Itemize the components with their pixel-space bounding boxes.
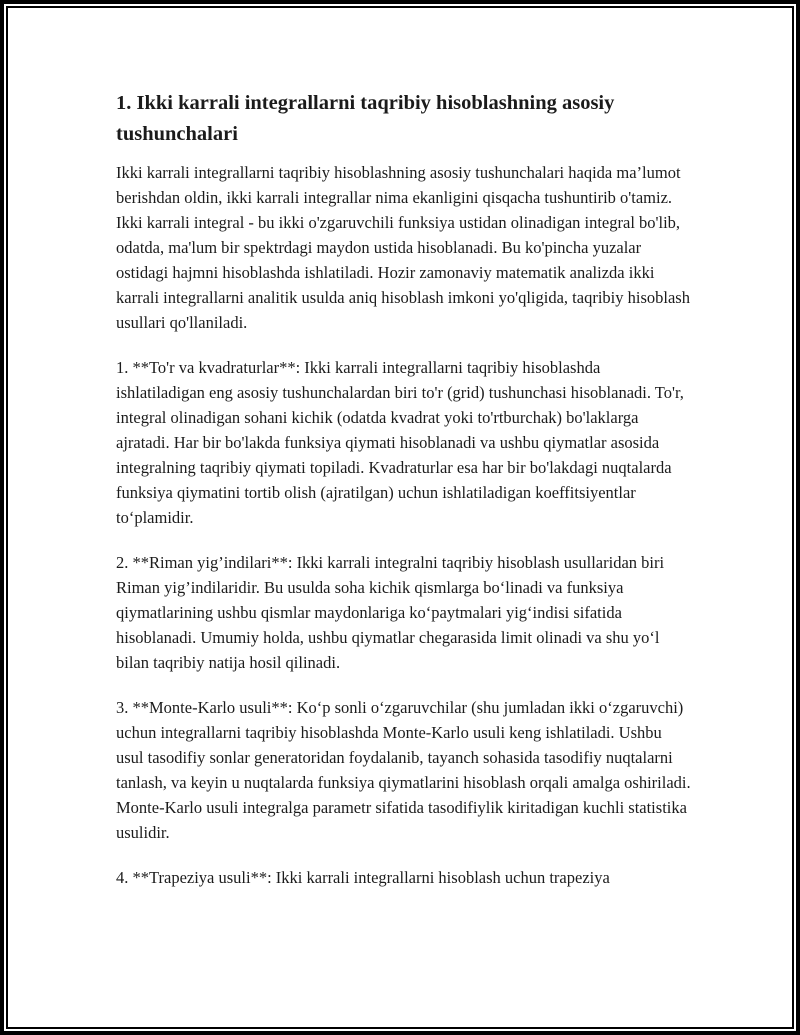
- list-item-trapezoid: 4. **Trapeziya usuli**: Ikki karrali integrallarni hisoblash uchun trapeziya: [116, 868, 610, 887]
- page-title: 1. Ikki karrali integrallarni taqribiy hisoblashning asosiy tushunchalari: [116, 92, 615, 145]
- intro-paragraph: Ikki karrali integrallarni taqribiy hisoblashning asosiy tushunchalari haqida ma’lumot berishdan oldin, ikki karrali integrallar nima ekanligini qisqacha tushuntirib o'tamiz. Ikki karrali integral - bu ikki o'zgaruvchili funksiya ustidan olinadigan integral bo'lib, odatda, ma'lum bir spektrdagi maydon ustida hisoblanadi. Bu ko'pincha yuzalar ostidagi hajmni hisoblashda ishlatiladi. Hozir zamonaviy matematik analizda ikki karrali integrallarni analitik usulda aniq hisoblash imkoni yo'qligida, taqribiy hisoblash usullari qo'llaniladi.: [116, 163, 690, 332]
- list-item-monte-carlo: 3. **Monte-Karlo usuli**: Ko‘p sonli o‘zgaruvchilar (shu jumladan ikki o‘zgaruvchi) uchun integrallarni taqribiy hisoblashda Monte-Karlo usuli keng ishlatiladi. Ushbu usul tasodifiy sonlar generatoridan foydalanib, tayanch sohasida tasodifiy nuqtalarni tanlash, va keyin u nuqtalarda funksiya qiymatlarini hisoblash orqali amalga oshiriladi. Monte-Karlo usuli integralga parametr sifatida tasodifiylik kiritadigan kuchli statistika usulidir.: [116, 698, 691, 842]
- list-item-riemann-sums: 2. **Riman yig’indilari**: Ikki karrali integralni taqribiy hisoblash usullaridan biri Riman yig’indilaridir. Bu usulda soha kichik qismlarga bo‘linadi va funksiya qiymatlarining ushbu qismlar maydonlariga ko‘paytmalari yig‘indisi sifatida hisoblanadi. Umumiy holda, ushbu qiymatlar chegarasida limit olinadi va shu yo‘l bilan taqribiy natija hosil qilinadi.: [116, 553, 665, 672]
- document-page: [6, 6, 794, 1029]
- list-item-grid-quadratures: 1. **To'r va kvadraturlar**: Ikki karrali integrallarni taqribiy hisoblashda ishlatiladigan eng asosiy tushunchalardan biri to'r (grid) tushunchasi hisoblanadi. To'r, integral olinadigan sohani kichik (odatda kvadrat yoki to'rtburchak) bo'laklarga ajratadi. Har bir bo'lakda funksiya qiymati hisoblanadi va ushbu qiymatlar asosida integralning taqribiy qiymati topiladi. Kvadraturlar esa har bir bo'lakdagi nuqtalarda funksiya qiymatini tortib olish (ajratilgan) uchun ishlatiladigan koeffitsiyentlar to‘plamidir.: [116, 358, 684, 527]
